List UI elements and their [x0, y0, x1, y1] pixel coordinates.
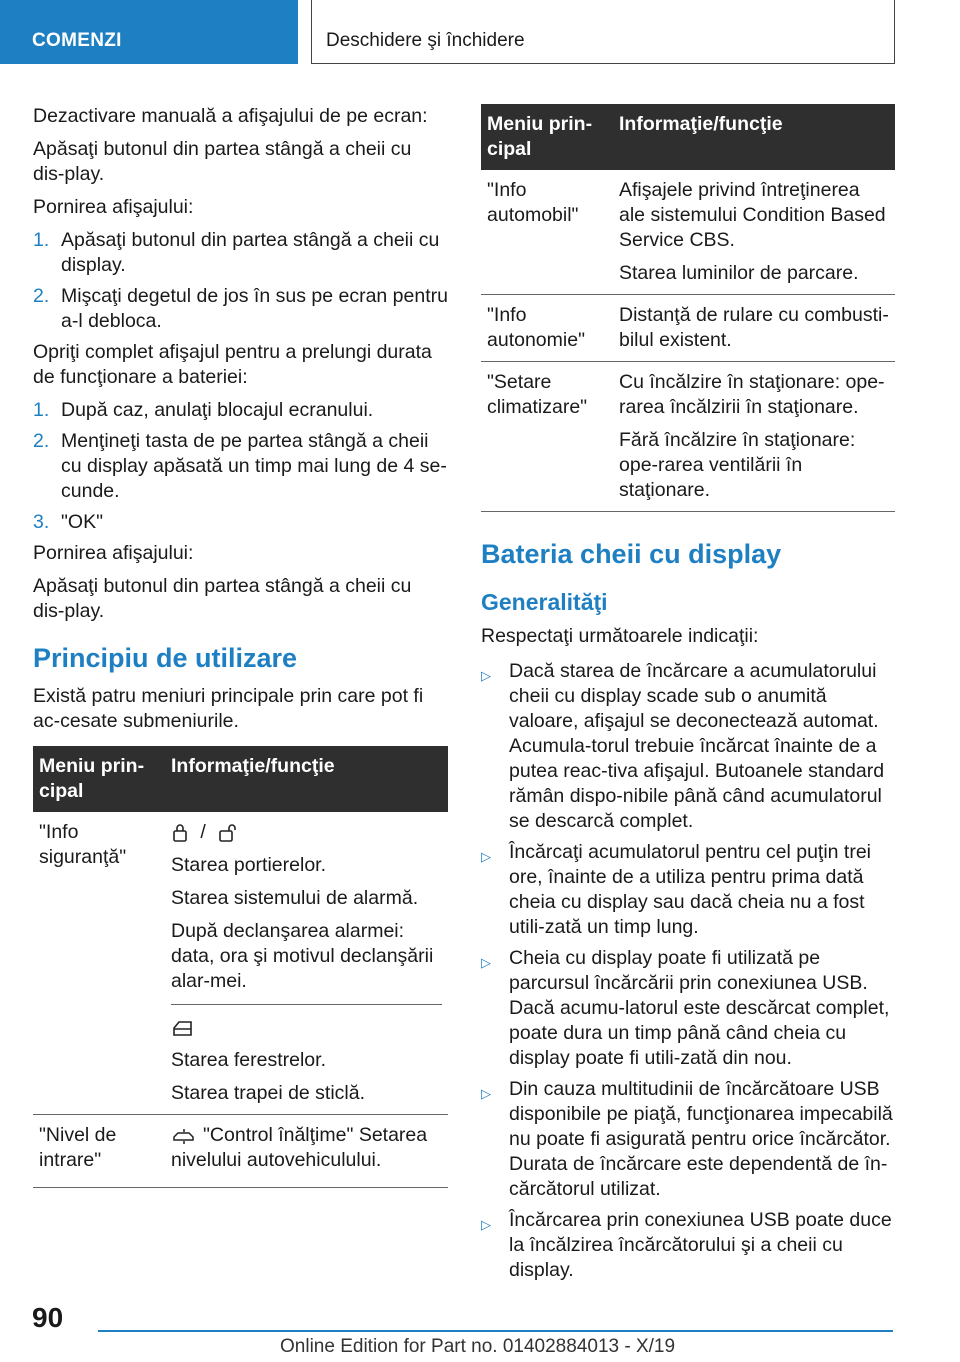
table-cell: "Nivel de intrare" [33, 1115, 165, 1188]
paragraph: Există patru meniuri principale prin care pot fi ac‐cesate submeniurile. [33, 685, 424, 732]
paragraph: Pornirea afişajului: [33, 196, 194, 218]
menu-table [481, 104, 895, 512]
table-header: Meniu prin‐cipal [481, 104, 613, 170]
paragraph: Dezactivare manuală a afişajului de pe ecran: [33, 105, 428, 127]
list-item: ▷ Dacă starea de încărcare a acumulatorului cheii cu display scade sub o anumită valoare, afişajul se deconectează automat. Acumula‐torul trebuie încărcat înainte de a putea reac‐tiva afişajul. Butoanele standard rămân dispo‐nibile până când acumulatorul se descarcă complet. [481, 660, 885, 832]
table-cell: "Info autonomie" [481, 295, 613, 362]
list-item: 2. Menţineţi tasta de pe partea stângă a cheii cu display apăsată un timp mai lung de 4 se‐cunde. [33, 430, 447, 502]
list-item: 3. "OK" [33, 511, 104, 533]
door-open-icon [217, 822, 243, 844]
triangle-bullet-icon: ▷ [481, 668, 491, 683]
menu-table [33, 746, 448, 1188]
numbered-list [33, 398, 448, 535]
triangle-bullet-icon: ▷ [481, 955, 491, 970]
list-item: ▷ Din cauza multitudinii de încărcătoare USB disponibile pe piaţă, funcţionarea impecabilă nu poate fi asigurată pentru orice încărcător. Durata de încărcare este dependentă de în‐cărcătorul utilizat. [481, 1078, 893, 1200]
right-column [481, 104, 895, 1289]
section-tab [0, 0, 298, 64]
paragraph: Opriţi complet afişajul pentru a prelungi durata de funcţionare a bateriei: [33, 341, 432, 388]
table-cell: "Setare climatizare" [481, 362, 613, 512]
triangle-bullet-icon: ▷ [481, 1086, 491, 1101]
table-row: "Info siguranţă" / Starea portierelor. Starea sistemului de alarmă. După declanşarea alarmei: data, ora şi motivul declanşării alar‐mei. Starea ferestrelor. Starea trapei de sticlă. [33, 812, 448, 1115]
window-icon [171, 1018, 195, 1038]
subsection-heading: Generalităţi [481, 589, 608, 615]
table-row: "Info autonomie" Distanţă de rulare cu combusti‐bilul existent. [481, 295, 895, 362]
edition-note: Online Edition for Part no. 01402884013 - X/19 [280, 1336, 676, 1357]
list-item: ▷ Cheia cu display poate fi utilizată pe parcursul încărcării prin conexiunea USB. Dacă acumu‐latorul este descărcat complet, poate dura un timp până când cheia cu display poate fi utili‐zată din nou. [481, 947, 890, 1069]
bullet-list [481, 659, 895, 1283]
triangle-bullet-icon: ▷ [481, 849, 491, 864]
table-row: "Nivel de intrare" "Control înălţime" Setarea nivelului autovehiculului. [33, 1115, 448, 1188]
chapter-title: Deschidere şi închidere [326, 30, 525, 51]
paragraph: Apăsaţi butonul din partea stângă a cheii cu dis‐play. [33, 575, 412, 622]
table-row: "Setare climatizare" Cu încălzire în staţionare: ope‐rarea încălzirii în staţionare. Fără încălzire în staţionare: ope‐rarea ventilării în staţionare. [481, 362, 895, 512]
table-header: Informaţie/funcţie [613, 104, 895, 170]
list-item: ▷ Încărcaţi acumulatorul pentru cel puţin trei ore, înainte de a utiliza pentru prima dată cheia cu display sau dacă cheia nu a fost utili‐zată un timp lung. [481, 841, 872, 938]
numbered-list [33, 228, 448, 334]
door-closed-icon [171, 822, 189, 844]
table-cell: "Info siguranţă" [33, 812, 165, 1115]
car-height-icon [171, 1128, 197, 1144]
footer-divider [98, 1330, 893, 1332]
left-column [33, 104, 448, 1188]
section-heading: Principiu de utilizare [33, 643, 298, 673]
list-item: 1. După caz, anulaţi blocajul ecranului. [33, 399, 374, 421]
list-item: 2. Mişcaţi degetul de jos în sus pe ecran pentru a-l debloca. [33, 285, 448, 332]
table-row: "Info automobil" Afişajele privind întreţinerea ale sistemului Condition Based Service CBS. Starea luminilor de parcare. [481, 170, 895, 295]
paragraph: Respectaţi următoarele indicaţii: [481, 625, 759, 647]
section-heading: Bateria cheii cu display [481, 539, 782, 569]
page-number: 90 [32, 1302, 64, 1333]
table-header: Informaţie/funcţie [165, 746, 448, 812]
chapter-header [311, 0, 895, 64]
paragraph: Pornirea afişajului: [33, 542, 194, 564]
list-item: ▷ Încărcarea prin conexiunea USB poate duce la încălzirea încărcătorului şi a cheii cu display. [481, 1209, 892, 1281]
list-item: 1. Apăsaţi butonul din partea stângă a cheii cu display. [33, 229, 440, 276]
table-header: Meniu prin‐cipal [33, 746, 165, 812]
section-title: COMENZI [32, 30, 122, 51]
table-cell: "Info automobil" [481, 170, 613, 295]
paragraph: Apăsaţi butonul din partea stângă a cheii cu dis‐play. [33, 138, 412, 185]
triangle-bullet-icon: ▷ [481, 1217, 491, 1232]
